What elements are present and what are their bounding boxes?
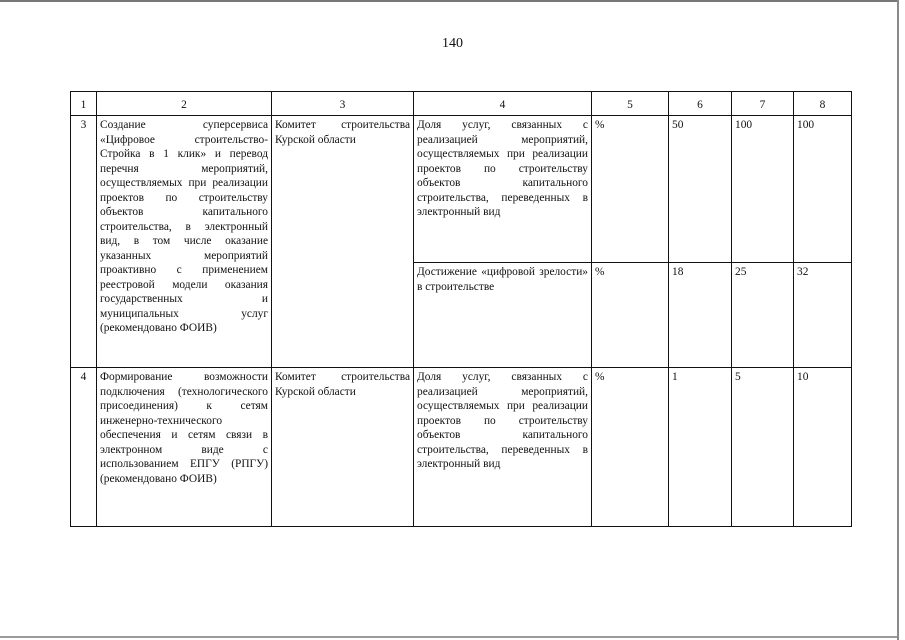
indicator-unit: % (592, 368, 669, 527)
column-header: 8 (794, 92, 852, 116)
indicator-name: Достижение «цифровой зрелости» в строительстве (414, 263, 592, 368)
table-row (71, 368, 852, 527)
column-header: 6 (669, 92, 732, 116)
indicator-value-col7: 25 (732, 263, 794, 368)
indicator-name: Доля услуг, связанных с реализацией мероприятий, осуществляемых при реализации проектов по строительству объектов капитального строительства, переведенных в электронный вид (414, 368, 592, 527)
column-header: 5 (592, 92, 669, 116)
scan-top-edge (0, 0, 897, 2)
indicator-value-col8: 32 (794, 263, 852, 368)
indicator-unit: % (592, 116, 669, 263)
indicator-value-col7: 5 (732, 368, 794, 527)
table-header-row (71, 92, 852, 116)
event-name: Создание суперсервиса «Цифровое строительство-Стройка в 1 клик» и перевод перечня мероприятий, осуществляемых при реализации проектов по строительству объектов капитального строительства, в электронный вид, в том числе оказание указанных мероприятий проактивно с применением реестровой модели оказания государственных и муниципальных услуг (рекомендовано ФОИВ) (97, 116, 272, 368)
table-row (71, 116, 852, 263)
row-number: 4 (71, 368, 97, 527)
indicator-value-col8: 100 (794, 116, 852, 263)
indicator-name: Доля услуг, связанных с реализацией мероприятий, осуществляемых при реализации проектов по строительству объектов капитального строительства, переведенных в электронный вид (414, 116, 592, 263)
executor: Комитет строительства Курской области (272, 116, 414, 368)
indicators-table (70, 91, 852, 527)
indicator-value-col7: 100 (732, 116, 794, 263)
column-header: 7 (732, 92, 794, 116)
indicator-value-col6: 1 (669, 368, 732, 527)
executor: Комитет строительства Курской области (272, 368, 414, 527)
indicator-value-col6: 18 (669, 263, 732, 368)
scan-right-edge (897, 0, 899, 640)
indicator-value-col8: 10 (794, 368, 852, 527)
scan-bottom-edge (0, 636, 897, 638)
event-name: Формирование возможности подключения (технологического присоединения) к сетям инженерно-технического обеспечения и сетям связи в электронном виде с использованием ЕПГУ (РПГУ) (рекомендовано ФОИВ) (97, 368, 272, 527)
column-header: 2 (97, 92, 272, 116)
indicator-value-col6: 50 (669, 116, 732, 263)
row-number: 3 (71, 116, 97, 368)
indicator-unit: % (592, 263, 669, 368)
column-header: 4 (414, 92, 592, 116)
column-header: 3 (272, 92, 414, 116)
column-header: 1 (71, 92, 97, 116)
page-number: 140 (442, 36, 463, 51)
